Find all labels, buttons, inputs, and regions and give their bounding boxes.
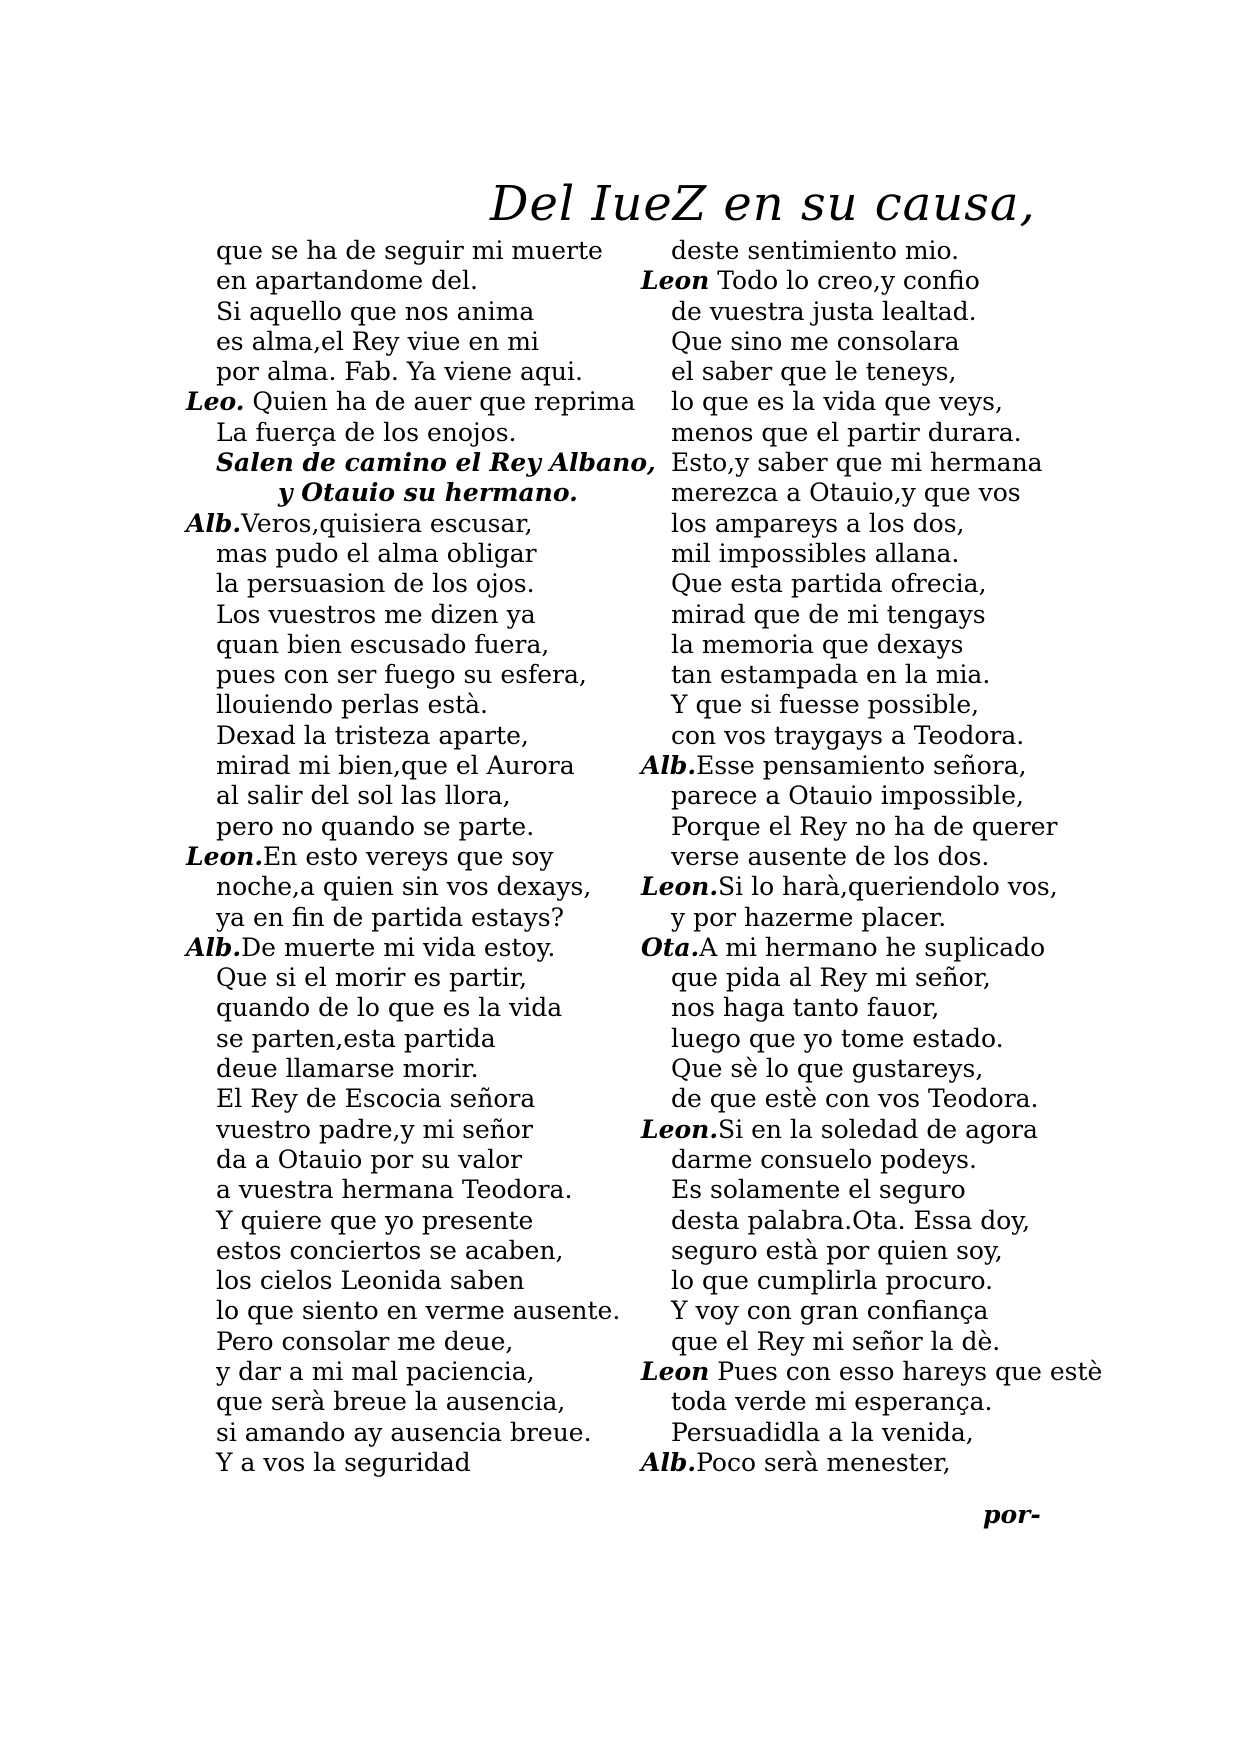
verse-line [641, 751, 1081, 781]
verse-line [641, 721, 1081, 751]
verse-line [186, 327, 626, 357]
verse-text: mirad mi bien,que el Aurora [216, 751, 575, 781]
verse-line [641, 993, 1081, 1023]
verse-line [186, 266, 626, 296]
running-head: Del IueZ en su causa, [490, 176, 1036, 232]
verse-line [186, 1448, 626, 1478]
verse-line [641, 872, 1081, 902]
verse-line [641, 448, 1081, 478]
verse-text: los cielos Leonida saben [216, 1266, 525, 1296]
verse-line [641, 660, 1081, 690]
verse-text: Que si el morir es partir, [216, 963, 528, 993]
verse-line [641, 1356, 1103, 1387]
speaker-label: Alb. [186, 508, 242, 538]
verse-line [641, 509, 1081, 539]
verse-line [641, 903, 1081, 933]
verse-text: seguro està por quien soy, [671, 1235, 1003, 1265]
verse-text: por alma. Fab. Ya viene aqui. [216, 357, 583, 387]
verse-line [186, 993, 626, 1023]
verse-text: y Otauio su hermano. [278, 478, 578, 508]
verse-text: al salir del sol las llora, [216, 781, 511, 811]
verse-line [641, 1418, 1081, 1448]
verse-text: Es solamente el seguro [671, 1175, 966, 1205]
verse-text: estos conciertos se acaben, [216, 1235, 564, 1265]
verse-text: Si aquello que nos anima [216, 296, 535, 326]
verse-text: que se ha de seguir mi muerte [216, 236, 603, 265]
verse-line [186, 569, 626, 599]
verse-line [641, 1206, 1081, 1236]
verse-line [186, 1327, 626, 1357]
verse-text: Esse pensamiento señora, [696, 751, 1027, 781]
verse-text: mil impossibles allana. [671, 538, 960, 568]
verse-line [641, 327, 1081, 357]
verse-line [186, 539, 626, 569]
verse-text: pero no quando se parte. [216, 811, 535, 841]
verse-text: lo que siento en verme ausente. [216, 1296, 621, 1326]
verse-text: que serà breue la ausencia, [216, 1387, 566, 1417]
verse-text: En esto vereys que soy [263, 841, 554, 871]
verse-line [641, 1387, 1081, 1417]
verse-line [186, 448, 656, 478]
verse-text: tan estampada en la mia. [671, 660, 991, 690]
verse-line [186, 660, 626, 690]
verse-text: darme consuelo podeys. [671, 1144, 977, 1174]
verse-text: Quien ha de auer que reprima [244, 387, 636, 417]
verse-text: desta palabra.Ota. Essa doy, [671, 1205, 1031, 1235]
verse-text: deste sentimiento mio. [671, 236, 960, 265]
verse-text: y por hazerme placer. [671, 902, 947, 932]
verse-line [641, 297, 1081, 327]
speaker-label: Leon [641, 1356, 710, 1386]
verse-line [641, 630, 1081, 660]
verse-line [186, 1418, 626, 1448]
verse-text: A mi hermano he suplicado [699, 932, 1046, 962]
verse-line [186, 630, 626, 660]
verse-line [186, 478, 626, 508]
verse-text: Que esta partida ofrecia, [671, 569, 987, 599]
verse-line [186, 1236, 626, 1266]
verse-text: Veros,quisiera escusar, [241, 508, 533, 538]
verse-line [186, 690, 626, 720]
verse-text: toda verde mi esperança. [671, 1387, 993, 1417]
verse-line [641, 1266, 1081, 1296]
verse-text: que pida al Rey mi señor, [671, 963, 991, 993]
verse-line [641, 933, 1081, 963]
verse-line [186, 236, 626, 266]
verse-line [641, 781, 1081, 811]
verse-text: De muerte mi vida estoy. [241, 932, 556, 962]
verse-text: que el Rey mi señor la dè. [671, 1326, 1001, 1356]
verse-text: de vuestra justa lealtad. [671, 296, 977, 326]
verse-text: Si lo harà,queriendolo vos, [718, 872, 1058, 902]
verse-text: La fuerça de los enojos. [216, 417, 517, 447]
verse-line [186, 1357, 626, 1387]
verse-text: Y voy con gran confiança [671, 1296, 989, 1326]
verse-line [641, 1145, 1081, 1175]
verse-text: el saber que le teneys, [671, 357, 957, 387]
verse-text: los ampareys a los dos, [671, 508, 965, 538]
verse-line [641, 1084, 1081, 1114]
verse-text: se parten,esta partida [216, 1023, 496, 1053]
verse-text: Si en la soledad de agora [718, 1114, 1038, 1144]
verse-line [186, 1387, 626, 1417]
verse-text: verse ausente de los dos. [671, 841, 990, 871]
speaker-label: Leo. [186, 387, 245, 417]
verse-line [641, 842, 1081, 872]
verse-text: menos que el partir durara. [671, 417, 1022, 447]
verse-text: y dar a mi mal paciencia, [216, 1356, 535, 1386]
verse-line [641, 690, 1081, 720]
verse-line [641, 266, 1081, 296]
verse-line [186, 903, 626, 933]
verse-text: nos haga tanto fauor, [671, 993, 940, 1023]
verse-text: llouiendo perlas està. [216, 690, 488, 720]
verse-text: ya en fin de partida estays? [216, 902, 564, 932]
speaker-label: Ota. [641, 932, 700, 962]
speaker-label: Alb. [641, 751, 697, 781]
verse-line [186, 1115, 626, 1145]
verse-line [641, 1327, 1081, 1357]
verse-text: Porque el Rey no ha de querer [671, 811, 1058, 841]
verse-line [641, 963, 1081, 993]
verse-line [641, 812, 1081, 842]
verse-text: Dexad la tristeza aparte, [216, 720, 529, 750]
verse-line [641, 1296, 1081, 1326]
verse-line [186, 1175, 626, 1205]
verse-text: en apartandome del. [216, 266, 478, 296]
verse-text: El Rey de Escocia señora [216, 1084, 536, 1114]
speaker-label: Leon. [186, 841, 264, 871]
verse-text: parece a Otauio impossible, [671, 781, 1024, 811]
verse-line [641, 357, 1081, 387]
verse-line [186, 842, 626, 872]
verse-line [186, 1145, 626, 1175]
verse-line [641, 1175, 1081, 1205]
speaker-label: Alb. [641, 1447, 697, 1477]
verse-line [186, 297, 626, 327]
verse-line [186, 812, 626, 842]
verse-text: mirad que de mi tengays [671, 599, 986, 629]
verse-line [641, 478, 1081, 508]
verse-line [186, 721, 626, 751]
catchword: por- [983, 1500, 1041, 1529]
verse-line [641, 1448, 1081, 1478]
verse-text: la memoria que dexays [671, 629, 964, 659]
speaker-label: Alb. [186, 932, 242, 962]
verse-line [186, 1054, 626, 1084]
verse-text: Poco serà menester, [696, 1447, 951, 1477]
verse-text: da a Otauio por su valor [216, 1144, 523, 1174]
verse-text: merezca a Otauio,y que vos [671, 478, 1021, 508]
verse-text: luego que yo tome estado. [671, 1023, 1004, 1053]
verse-text: noche,a quien sin vos dexays, [216, 872, 592, 902]
verse-text: Y que si fuesse possible, [671, 690, 980, 720]
verse-text: a vuestra hermana Teodora. [216, 1175, 573, 1205]
verse-line [186, 1084, 626, 1114]
verse-text: de que estè con vos Teodora. [671, 1084, 1039, 1114]
speaker-label: Leon. [641, 872, 719, 902]
speaker-label: Leon [641, 266, 710, 296]
verse-line [641, 539, 1081, 569]
verse-line [186, 600, 626, 630]
verse-line [641, 569, 1081, 599]
verse-text: la persuasion de los ojos. [216, 569, 535, 599]
verse-text: vuestro padre,y mi señor [216, 1114, 533, 1144]
verse-text: Pero consolar me deue, [216, 1326, 514, 1356]
verse-text: Y a vos la seguridad [216, 1447, 471, 1477]
verse-line [186, 357, 626, 387]
verse-text: Salen de camino el Rey Albano, [216, 448, 656, 478]
verse-line [641, 1024, 1081, 1054]
verse-line [641, 1054, 1081, 1084]
verse-line [186, 872, 626, 902]
verse-line [186, 509, 626, 539]
verse-text: es alma,el Rey viue en mi [216, 326, 539, 356]
verse-line [186, 387, 636, 417]
verse-line [186, 933, 626, 963]
speaker-label: Leon. [641, 1114, 719, 1144]
verse-line [641, 418, 1081, 448]
verse-line [186, 751, 626, 781]
verse-text: lo que es la vida que veys, [671, 387, 1003, 417]
verse-text: lo que cumplirla procuro. [671, 1266, 994, 1296]
verse-text: Que sè lo que gustareys, [671, 1054, 984, 1084]
verse-text: con vos traygays a Teodora. [671, 720, 1025, 750]
verse-line [186, 1024, 626, 1054]
verse-text: pues con ser fuego su esfera, [216, 660, 587, 690]
verse-text: quan bien escusado fuera, [216, 629, 550, 659]
verse-line [641, 387, 1081, 417]
left-column [186, 236, 656, 1478]
verse-line [641, 1115, 1081, 1145]
verse-text: Y quiere que yo presente [216, 1205, 534, 1235]
verse-text: Que sino me consolara [671, 326, 960, 356]
verse-text: Persuadidla a la venida, [671, 1417, 974, 1447]
verse-text: mas pudo el alma obligar [216, 538, 537, 568]
verse-text: deue llamarse morir. [216, 1054, 479, 1084]
verse-line [186, 1266, 626, 1296]
verse-text: si amando ay ausencia breue. [216, 1417, 592, 1447]
verse-line [186, 963, 626, 993]
verse-line [641, 1236, 1081, 1266]
verse-text: quando de lo que es la vida [216, 993, 563, 1023]
verse-line [186, 418, 626, 448]
verse-line [641, 600, 1081, 630]
right-column [641, 236, 1103, 1478]
verse-text: Los vuestros me dizen ya [216, 599, 536, 629]
verse-line [186, 1206, 626, 1236]
verse-line [186, 781, 626, 811]
verse-line [186, 1296, 626, 1326]
verse-line [641, 236, 1081, 266]
verse-text: Esto,y saber que mi hermana [671, 448, 1043, 478]
verse-text: Todo lo creo,y confio [709, 266, 980, 296]
verse-text: Pues con esso hareys que estè [709, 1356, 1103, 1386]
